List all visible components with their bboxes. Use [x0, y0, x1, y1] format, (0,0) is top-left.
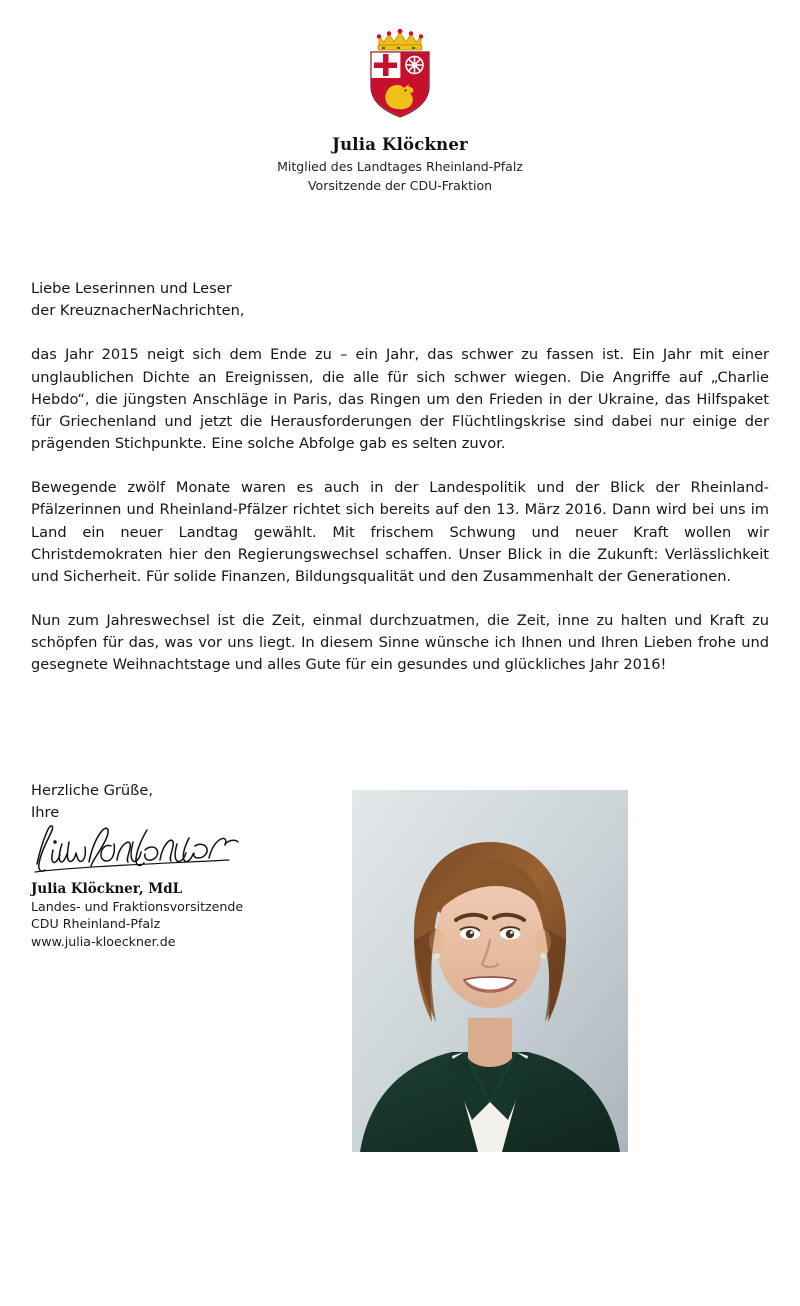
- letterhead-line-2: Vorsitzende der CDU-Fraktion: [307, 177, 493, 193]
- letterhead-line-1: Mitglied des Landtages Rheinland-Pfalz: [277, 159, 523, 175]
- signature-website: www.julia-kloeckner.de: [31, 933, 176, 949]
- salutation-line-2: der KreuznacherNachrichten,: [31, 302, 245, 320]
- salutation-line-1: Liebe Leserinnen und Leser: [31, 280, 232, 297]
- paragraph-1: das Jahr 2015 neigt sich dem Ende zu – ein Jahr, das schwer zu fassen ist. Ein Jahr mit einer unglaublichen Dichte an Ereignissen, die alle für sich schwer wiegen. Die Angriffe auf „Charlie Hebdo“, die jüngsten Anschläge in Paris, das Ringen um den Frieden in der Ukraine, das Hilfspaket für Griechenland und jetzt die Herausforderungen der Flüchtlingskrise sind dabei nur einige der prägenden Stichpunkte. Eine solche Abfolge gab es selten zuvor.: [31, 346, 769, 453]
- letterhead-name: Julia Klöckner: [332, 135, 468, 154]
- coat-of-arms-icon: [359, 28, 441, 120]
- paragraph-2: Bewegende zwölf Monate waren es auch in der Landespolitik und der Blick der Rheinland-Pfälzerinnen und Rheinland-Pfälzer richtet sich bereits auf den 13. März 2016. Dann wird bei uns im Land ein neuer Landtag gewählt. Mit frischem Schwung und neuer Kraft wollen wir Christdemokraten hier den Regierungswechsel schaffen. Unser Blick in die Zukunft: Verlässlichkeit und Sicherheit. Für solide Finanzen, Bildungsqualität und den Zusammenhalt der Generationen.: [31, 479, 769, 585]
- paragraph-3: Nun zum Jahreswechsel ist die Zeit, einmal durchzuatmen, die Zeit, inne zu halten und Kraft zu schöpfen für das, was vor uns liegt. In diesem Sinne wünsche ich Ihnen und Ihren Lieben frohe und gesegnete Weihnachtstage und alles Gute für ein gesundes und glückliches Jahr 2016!: [31, 612, 769, 674]
- portrait-photo: [352, 790, 628, 1152]
- signature-name: Julia Klöckner, MdL: [31, 880, 183, 897]
- handwritten-signature-icon: [29, 820, 244, 880]
- signature-role: Landes- und Fraktionsvorsitzende: [31, 899, 244, 914]
- signature-block: [31, 780, 331, 950]
- closing-line-2: Ihre: [31, 803, 60, 821]
- letterhead: [0, 134, 800, 195]
- closing-line-1: Herzliche Grüße,: [31, 782, 153, 799]
- crest-container: [0, 0, 800, 120]
- portrait-illustration: [352, 790, 628, 1152]
- letter-body: [31, 278, 769, 677]
- signature-party: CDU Rheinland-Pfalz: [31, 916, 161, 932]
- salutation: [31, 278, 769, 322]
